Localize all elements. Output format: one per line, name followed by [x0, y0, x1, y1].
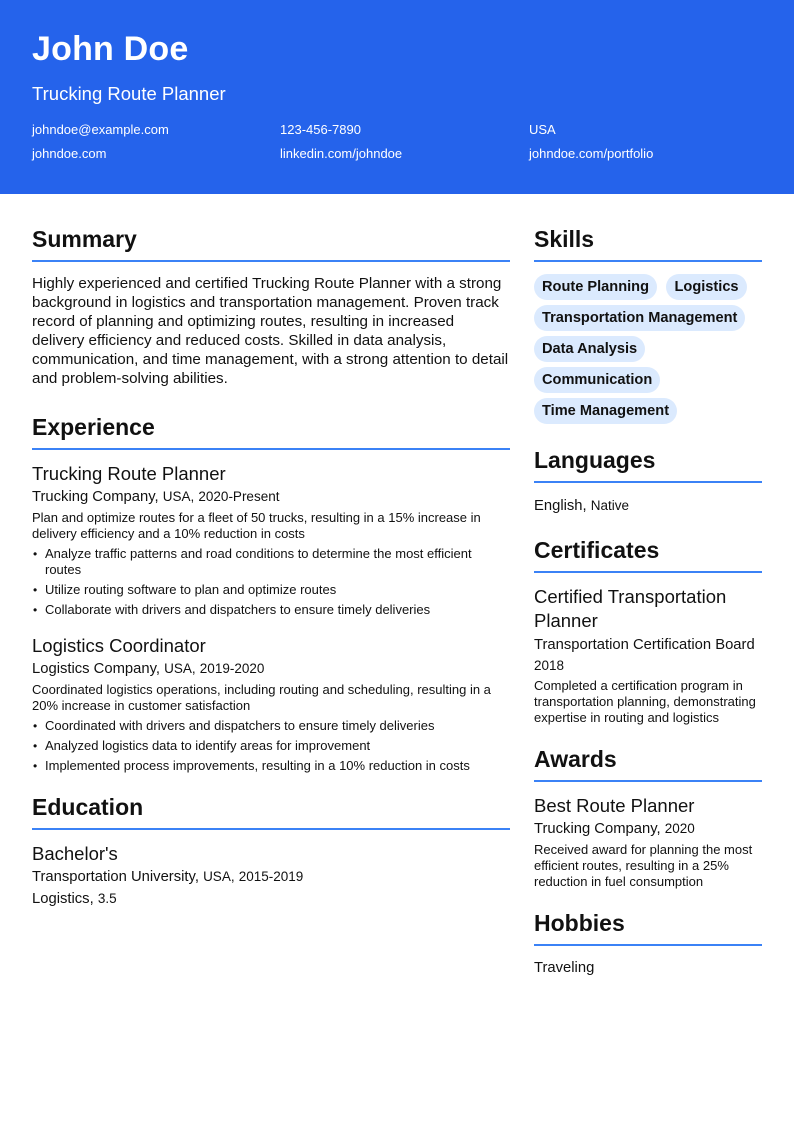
skills-section [534, 222, 762, 429]
skill-tag: Route Planning [534, 274, 657, 300]
experience-section [32, 410, 510, 774]
job-dates: 2020-Present [198, 489, 280, 504]
certificate-date: 2018 [534, 658, 565, 673]
education-heading: Education [32, 794, 144, 820]
award-description: Received award for planning the most efficient routes, resulting in a 25% reduction in fuel consumption [534, 842, 753, 889]
award-meta [534, 818, 762, 840]
job-meta [32, 658, 510, 680]
award-issuer: Trucking Company, [534, 821, 661, 837]
certificate-issuer: Transportation Certification Board [534, 637, 755, 653]
language-name: English, [534, 498, 587, 514]
section-divider [534, 780, 762, 782]
job-company: Trucking Company, [32, 489, 159, 505]
summary-text: Highly experienced and certified Trucking Route Planner with a strong background in logistics and transportation management. Proven track record of planning and optimizing routes, resulting in increased delivery efficiency and reduced costs. Skilled in data analysis, communication, and time management, with a strong attention to detail and problem-solving abilities. [32, 275, 509, 387]
hobbies-heading: Hobbies [534, 910, 625, 936]
list-item: • Collaborate with drivers and dispatchers to ensure timely deliveries [45, 602, 510, 618]
candidate-role: Trucking Route Planner [32, 83, 226, 104]
job-title: Logistics Coordinator [32, 635, 206, 656]
job-description: Coordinated logistics operations, including routing and scheduling, resulting in a 20% increase in customer satisfaction [32, 682, 491, 713]
languages-section [534, 443, 762, 517]
summary-heading: Summary [32, 226, 137, 252]
section-divider [32, 448, 510, 450]
section-divider [534, 260, 762, 262]
certificate-description: Completed a certification program in transportation planning, demonstrating expertise in routing and logistics [534, 678, 756, 725]
award-title: Best Route Planner [534, 795, 695, 816]
education-meta [32, 866, 510, 888]
job-location: USA, [162, 489, 195, 504]
language-level: Native [590, 498, 630, 513]
education-field: Logistics, [32, 891, 94, 907]
skill-tag: Data Analysis [534, 336, 645, 362]
side-column [534, 222, 762, 978]
certificate-title: Certified Transportation Planner [534, 586, 727, 631]
award-date: 2020 [664, 821, 695, 836]
section-divider [32, 260, 510, 262]
job-title: Trucking Route Planner [32, 463, 226, 484]
skill-tag: Time Management [534, 398, 677, 424]
education-gpa: 3.5 [97, 891, 117, 906]
skill-tag: Transportation Management [534, 305, 745, 331]
job-meta [32, 486, 510, 508]
list-item: • Analyzed logistics data to identify areas for improvement [45, 738, 510, 754]
job-bullets [32, 718, 510, 774]
certificates-section [534, 533, 762, 726]
section-divider [32, 828, 510, 830]
contact-website[interactable]: johndoe.com [32, 146, 107, 161]
awards-heading: Awards [534, 746, 617, 772]
hobbies-section [534, 906, 762, 978]
languages-heading: Languages [534, 447, 656, 473]
contact-location: USA [529, 122, 556, 137]
skills-heading: Skills [534, 226, 595, 252]
resume-header [0, 0, 794, 194]
job-company: Logistics Company, [32, 661, 161, 677]
list-item: • Utilize routing software to plan and optimize routes [45, 582, 510, 598]
skill-tag: Communication [534, 367, 660, 393]
section-divider [534, 944, 762, 946]
education-dates: 2015-2019 [238, 869, 304, 884]
list-item: • Implemented process improvements, resulting in a 10% reduction in costs [45, 758, 510, 774]
experience-heading: Experience [32, 414, 155, 440]
main-column [32, 222, 510, 910]
candidate-name: John Doe [32, 30, 189, 68]
education-location: USA, [203, 869, 235, 884]
certificates-heading: Certificates [534, 537, 660, 563]
education-field-row [32, 888, 510, 910]
awards-section [534, 742, 762, 890]
section-divider [534, 481, 762, 483]
job-dates: 2019-2020 [199, 661, 265, 676]
list-item: • Analyze traffic patterns and road conditions to determine the most efficient routes [45, 546, 510, 578]
contact-email[interactable]: johndoe@example.com [32, 122, 169, 137]
experience-item [32, 634, 510, 774]
contact-phone[interactable]: 123-456-7890 [280, 122, 361, 137]
education-degree: Bachelor's [32, 843, 118, 864]
summary-section [32, 222, 510, 388]
education-school: Transportation University, [32, 869, 199, 885]
skill-tag: Logistics [666, 274, 746, 300]
contact-linkedin[interactable]: linkedin.com/johndoe [280, 146, 403, 161]
language-item [534, 495, 762, 517]
job-location: USA, [164, 661, 196, 676]
list-item: • Coordinated with drivers and dispatchers to ensure timely deliveries [45, 718, 510, 734]
education-section [32, 790, 510, 910]
job-description: Plan and optimize routes for a fleet of 50 trucks, resulting in a 15% increase in delivery efficiency and a 10% reduction in costs [32, 510, 481, 541]
section-divider [534, 571, 762, 573]
experience-item [32, 462, 510, 618]
job-bullets [32, 546, 510, 618]
contact-portfolio[interactable]: johndoe.com/portfolio [529, 146, 654, 161]
skills-list [534, 274, 762, 429]
hobby-item: Traveling [534, 960, 595, 976]
